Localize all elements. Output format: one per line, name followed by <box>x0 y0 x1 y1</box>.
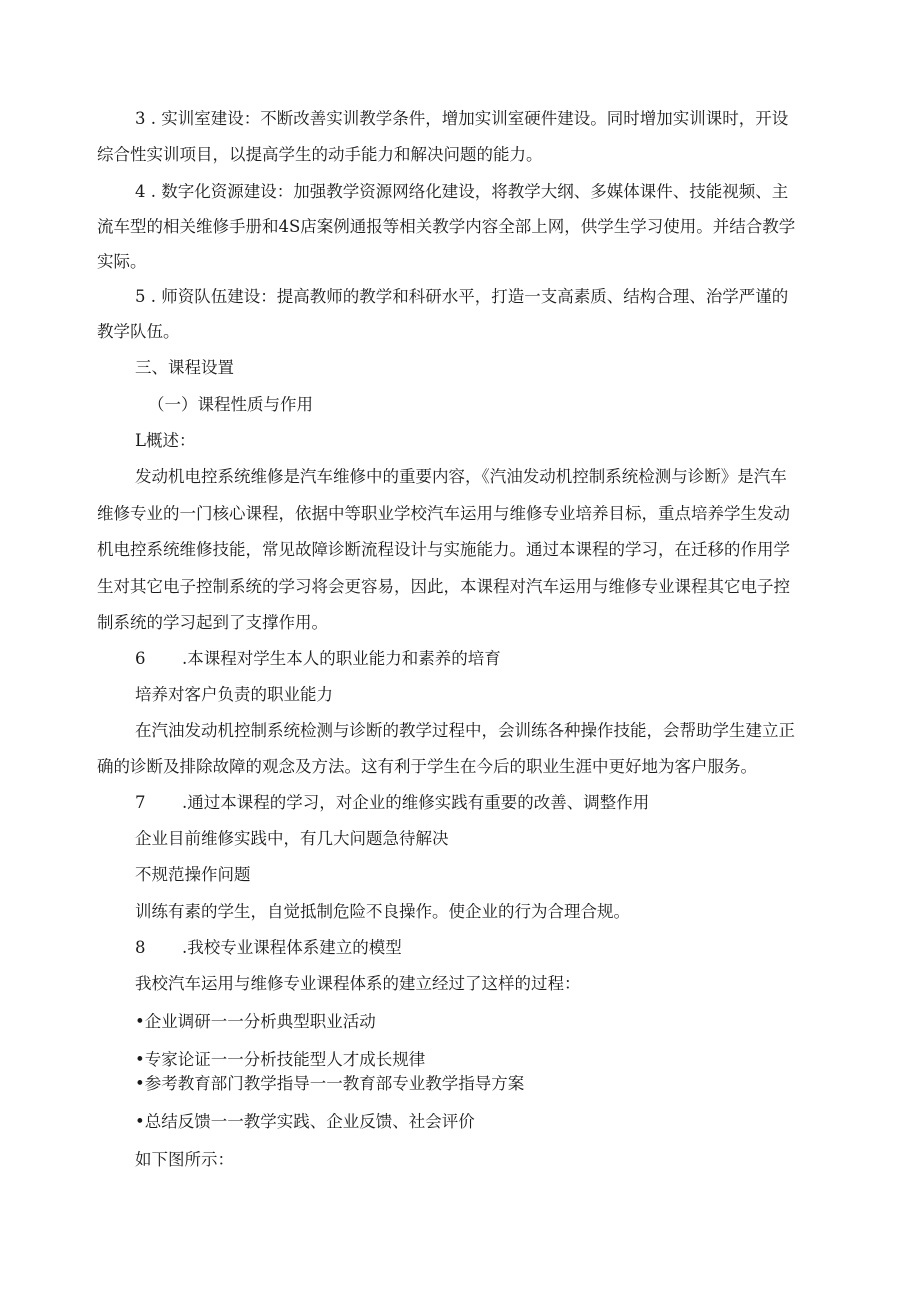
overview-line4: 生对其它电子控制系统的学习将会更容易，因此，本课程对汽车运用与维修专业课程其它电子控 <box>97 577 790 596</box>
item3-line2: 综合性实训项目，以提高学生的动手能力和解决问题的能力。 <box>97 145 543 164</box>
item4-line2: 流车型的相关维修手册和4S店案例通报等相关教学内容全部上网，供学生学习使用。并结合教学 <box>97 217 796 236</box>
item7-subheading2: 不规范操作问题 <box>135 865 251 884</box>
bullet-4: •总结反馈一一教学实践、企业反馈、社会评价 <box>135 1112 475 1131</box>
bullet-1: •企业调研一一分析典型职业活动 <box>135 1012 376 1031</box>
item8-title: .我校专业课程体系建立的模型 <box>182 938 402 957</box>
section-heading: 三、课程设置 <box>135 358 234 377</box>
item6-number: 6 <box>135 649 146 668</box>
item3-line1: 3 . 实训室建设：不断改善实训教学条件，增加实训室硬件建设。同时增加实训课时，开设 <box>135 109 789 128</box>
overview-line2: 维修专业的一门核心课程，依据中等职业学校汽车运用与维修专业培养目标，重点培养学生发动 <box>97 504 790 523</box>
section-subheading: （一）课程性质与作用 <box>148 395 313 414</box>
item7-heading <box>135 791 649 815</box>
item8-number: 8 <box>135 938 146 957</box>
item6-line1: 在汽油发动机控制系统检测与诊断的教学过程中，会训练各种操作技能，会帮助学生建立正 <box>135 721 795 740</box>
bullet-3: •参考教育部门教学指导一一教育部专业教学指导方案 <box>135 1074 525 1093</box>
item8-intro: 我校汽车运用与维修专业课程体系的建立经过了这样的过程： <box>135 974 581 993</box>
overview-line3: 机电控系统维修技能，常见故障诊断流程设计与实施能力。通过本课程的学习，在迁移的作用学 <box>97 540 790 559</box>
item7-subheading1: 企业目前维修实践中，有几大问题急待解决 <box>135 829 449 848</box>
item7-line1: 训练有素的学生，自觉抵制危险不良操作。使企业的行为合理合规。 <box>135 902 630 921</box>
item7-number: 7 <box>135 793 146 812</box>
item6-heading <box>135 647 501 671</box>
overview-line5: 制系统的学习起到了支撑作用。 <box>97 613 328 632</box>
item8-heading <box>135 936 402 960</box>
item4-line1: 4 . 数字化资源建设：加强教学资源网络化建设，将教学大纲、多媒体课件、技能视频、主 <box>135 182 789 201</box>
overview-line1: 发动机电控系统维修是汽车维修中的重要内容，《汽油发动机控制系统检测与诊断》是汽车 <box>135 467 787 486</box>
item7-title: .通过本课程的学习，对企业的维修实践有重要的改善、调整作用 <box>182 793 650 812</box>
bullet-2: •专家论证一一分析技能型人才成长规律 <box>135 1050 426 1069</box>
overview-label: L概述： <box>135 431 196 450</box>
item6-subheading: 培养对客户负责的职业能力 <box>135 685 333 704</box>
item6-title: .本课程对学生本人的职业能力和素养的培育 <box>182 649 501 668</box>
item4-line3: 实际。 <box>97 252 147 271</box>
item6-line2: 确的诊断及排除故障的观念及方法。这有利于学生在今后的职业生涯中更好地为客户服务。 <box>97 757 757 776</box>
closing-line: 如下图所示： <box>135 1150 234 1169</box>
item5-line1: 5 . 师资队伍建设：提高教师的教学和科研水平，打造一支高素质、结构合理、治学严谨的 <box>135 287 789 306</box>
item5-line2: 教学队伍。 <box>97 322 180 341</box>
